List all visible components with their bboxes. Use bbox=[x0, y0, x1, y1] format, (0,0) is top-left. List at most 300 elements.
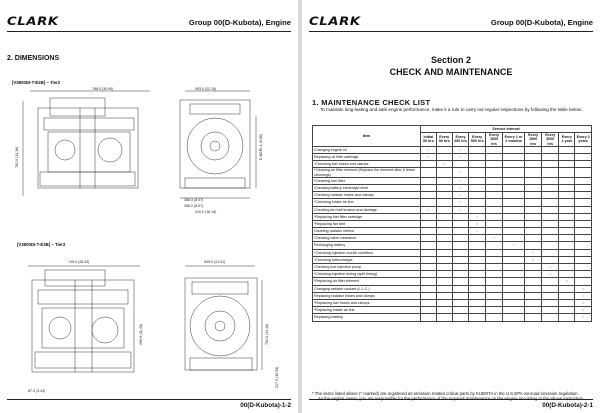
interval-cell bbox=[436, 228, 452, 235]
interval-cell: ○ bbox=[452, 146, 469, 153]
interval-cell bbox=[421, 213, 437, 220]
interval-cell bbox=[485, 249, 502, 256]
interval-cell bbox=[525, 242, 542, 249]
interval-cell bbox=[452, 285, 469, 292]
interval-cell bbox=[503, 177, 525, 184]
table-row bbox=[313, 206, 592, 213]
subsection-title: 1. MAINTENANCE CHECK LIST bbox=[312, 98, 431, 107]
table-row bbox=[313, 184, 592, 191]
interval-cell: ○ bbox=[485, 235, 502, 242]
table-row bbox=[313, 285, 592, 292]
interval-cell: ○ bbox=[575, 314, 592, 321]
diagram-caption-tier2: [V3800DI-T-E2B] – Tier2 bbox=[12, 80, 61, 85]
interval-cell bbox=[503, 199, 525, 206]
interval-cell: ○ bbox=[452, 177, 469, 184]
interval-header: Initial 50 hrs bbox=[421, 133, 437, 147]
interval-cell: ○ bbox=[452, 192, 469, 199]
interval-cell bbox=[503, 249, 525, 256]
interval-header: Every 1500 hrs bbox=[525, 133, 542, 147]
interval-cell bbox=[421, 285, 437, 292]
service-interval-header: Service Interval bbox=[421, 126, 592, 133]
dim-label: 356.0 (8.07) bbox=[184, 198, 204, 202]
interval-cell bbox=[485, 220, 502, 227]
table-row bbox=[313, 271, 592, 278]
interval-cell bbox=[525, 220, 542, 227]
table-row bbox=[313, 213, 592, 220]
interval-cell bbox=[525, 213, 542, 220]
interval-cell bbox=[469, 235, 486, 242]
note-owner: As the engine owner, you are responsible for the performance of the required maintenance on the engine according to the above instruction. bbox=[318, 396, 585, 402]
maintenance-table bbox=[312, 125, 592, 322]
interval-cell bbox=[559, 161, 575, 168]
interval-header: Every 50 hrs bbox=[436, 133, 452, 147]
table-row bbox=[313, 177, 592, 184]
interval-cell bbox=[575, 213, 592, 220]
interval-cell: ○ bbox=[542, 264, 559, 271]
interval-cell bbox=[525, 206, 542, 213]
interval-cell bbox=[542, 168, 559, 177]
interval-cell bbox=[469, 199, 486, 206]
interval-cell bbox=[421, 228, 437, 235]
dim-label: 217.0 (15.59) bbox=[275, 366, 279, 388]
interval-cell bbox=[542, 199, 559, 206]
interval-cell bbox=[559, 146, 575, 153]
dim-label: 549.0 (21.61) bbox=[204, 260, 226, 264]
interval-cell bbox=[559, 177, 575, 184]
interval-cell: ○ bbox=[452, 153, 469, 160]
interval-cell bbox=[485, 299, 502, 306]
interval-cell bbox=[469, 177, 486, 184]
interval-cell: ○ bbox=[575, 292, 592, 299]
table-row bbox=[313, 220, 592, 227]
interval-cell bbox=[469, 249, 486, 256]
interval-cell bbox=[485, 278, 502, 285]
row-item: Replacing radiator hoses and clamps bbox=[313, 292, 421, 299]
interval-cell bbox=[503, 168, 525, 177]
interval-cell bbox=[503, 192, 525, 199]
interval-cell bbox=[503, 299, 525, 306]
interval-cell bbox=[542, 153, 559, 160]
interval-cell bbox=[421, 278, 437, 285]
interval-cell bbox=[575, 228, 592, 235]
dim-label: D-NERI-1 (6.85) bbox=[259, 134, 263, 160]
interval-cell bbox=[575, 249, 592, 256]
interval-cell bbox=[436, 206, 452, 213]
interval-cell bbox=[469, 184, 486, 191]
interval-cell bbox=[436, 256, 452, 263]
interval-cell bbox=[469, 271, 486, 278]
dim-label: 410.0 (16.14) bbox=[195, 210, 217, 214]
interval-cell bbox=[421, 161, 437, 168]
interval-cell bbox=[436, 168, 452, 177]
interval-cell bbox=[575, 146, 592, 153]
interval-cell bbox=[421, 235, 437, 242]
interval-cell bbox=[525, 285, 542, 292]
interval-cell bbox=[503, 184, 525, 191]
interval-cell: ○ bbox=[575, 307, 592, 314]
interval-cell bbox=[525, 307, 542, 314]
interval-cell bbox=[525, 271, 542, 278]
clark-logo: CLARK bbox=[309, 14, 361, 28]
interval-cell bbox=[485, 264, 502, 271]
table-row bbox=[313, 192, 592, 199]
interval-cell bbox=[436, 264, 452, 271]
table-row bbox=[313, 235, 592, 242]
interval-cell bbox=[485, 256, 502, 263]
interval-cell: ○ bbox=[452, 168, 469, 177]
interval-cell bbox=[542, 256, 559, 263]
interval-cell: ○ bbox=[525, 256, 542, 263]
interval-cell bbox=[503, 235, 525, 242]
interval-cell bbox=[469, 242, 486, 249]
dim-label: 761.0 (31.16) bbox=[15, 146, 19, 168]
interval-cell bbox=[436, 285, 452, 292]
interval-cell bbox=[542, 213, 559, 220]
row-item: Checking battery electrolyte level bbox=[313, 184, 421, 191]
interval-cell: ○ bbox=[421, 146, 437, 153]
row-item: *Checking injection timing (spill timing) bbox=[313, 271, 421, 278]
interval-cell bbox=[452, 161, 469, 168]
interval-cell bbox=[525, 235, 542, 242]
interval-cell: ○ bbox=[575, 299, 592, 306]
interval-cell bbox=[575, 235, 592, 242]
interval-cell bbox=[485, 168, 502, 177]
interval-cell bbox=[469, 314, 486, 321]
table-row bbox=[313, 168, 592, 177]
row-item: Cleaning radiator interior bbox=[313, 228, 421, 235]
interval-cell: ○ bbox=[503, 242, 525, 249]
interval-cell bbox=[559, 184, 575, 191]
table-row bbox=[313, 307, 592, 314]
interval-cell bbox=[421, 299, 437, 306]
interval-cell bbox=[525, 228, 542, 235]
interval-cell bbox=[503, 278, 525, 285]
table-row bbox=[313, 314, 592, 321]
row-item: Checking fan belt tension and damage bbox=[313, 206, 421, 213]
table-row bbox=[313, 299, 592, 306]
interval-cell bbox=[542, 192, 559, 199]
interval-cell bbox=[469, 192, 486, 199]
interval-cell bbox=[575, 192, 592, 199]
row-item: Checking valve clearance bbox=[313, 235, 421, 242]
interval-cell bbox=[436, 153, 452, 160]
interval-cell: ○ bbox=[421, 153, 437, 160]
row-item: Changing radiator coolant (L.L.C.) bbox=[313, 285, 421, 292]
interval-cell bbox=[503, 314, 525, 321]
dim-label: 87.0 (3.43) bbox=[28, 389, 46, 393]
interval-cell bbox=[542, 314, 559, 321]
row-item: Recharging battery bbox=[313, 242, 421, 249]
interval-cell bbox=[542, 299, 559, 306]
interval-cell bbox=[469, 307, 486, 314]
interval-cell bbox=[542, 220, 559, 227]
interval-cell bbox=[421, 271, 437, 278]
interval-cell bbox=[525, 177, 542, 184]
interval-cell bbox=[542, 161, 559, 168]
interval-cell bbox=[525, 264, 542, 271]
interval-cell bbox=[503, 292, 525, 299]
interval-cell bbox=[469, 153, 486, 160]
interval-cell: ○ bbox=[469, 228, 486, 235]
interval-cell bbox=[559, 168, 575, 177]
intro-paragraph: To maintain long-lasting and safe engine performance, make it a rule to carry out regular inspections by following the table below. bbox=[320, 107, 582, 112]
interval-cell bbox=[421, 264, 437, 271]
interval-cell bbox=[559, 206, 575, 213]
interval-cell bbox=[559, 213, 575, 220]
interval-header: Every 3000 hrs bbox=[542, 133, 559, 147]
interval-cell bbox=[575, 278, 592, 285]
row-item: *Checking turbocharger bbox=[313, 256, 421, 263]
interval-cell bbox=[542, 307, 559, 314]
interval-cell bbox=[469, 285, 486, 292]
table-row bbox=[313, 256, 592, 263]
row-item: *Replacing fuel hoses and clamps bbox=[313, 299, 421, 306]
interval-cell bbox=[503, 213, 525, 220]
interval-cell bbox=[559, 199, 575, 206]
row-item: *Replacing intake air line bbox=[313, 307, 421, 314]
interval-cell bbox=[436, 292, 452, 299]
interval-cell bbox=[452, 307, 469, 314]
interval-cell bbox=[485, 271, 502, 278]
interval-cell: ○ bbox=[452, 206, 469, 213]
interval-cell bbox=[485, 292, 502, 299]
interval-cell bbox=[421, 242, 437, 249]
interval-cell bbox=[485, 177, 502, 184]
interval-header: Every 1000 hrs bbox=[485, 133, 502, 147]
interval-cell bbox=[485, 206, 502, 213]
interval-cell bbox=[485, 161, 502, 168]
dim-label: 295.0 (11.45) bbox=[139, 323, 143, 345]
row-item: Replacing battery bbox=[313, 314, 421, 321]
interval-cell bbox=[485, 184, 502, 191]
interval-cell bbox=[452, 228, 469, 235]
interval-cell bbox=[485, 153, 502, 160]
interval-cell bbox=[525, 168, 542, 177]
interval-header: Every 2 years bbox=[575, 133, 592, 147]
interval-cell bbox=[575, 220, 592, 227]
interval-cell bbox=[559, 249, 575, 256]
interval-cell bbox=[525, 161, 542, 168]
interval-cell bbox=[559, 307, 575, 314]
page-number: 00(D-Kubota)-2-1 bbox=[542, 402, 593, 409]
interval-cell bbox=[559, 256, 575, 263]
interval-cell bbox=[525, 146, 542, 153]
interval-cell bbox=[452, 278, 469, 285]
interval-cell bbox=[485, 242, 502, 249]
dim-label: 784.0 (31.46) bbox=[265, 323, 269, 345]
interval-cell bbox=[503, 206, 525, 213]
table-row bbox=[313, 292, 592, 299]
group-title: Group 00(D-Kubota), Engine bbox=[188, 18, 291, 27]
interval-cell bbox=[559, 285, 575, 292]
page-number: 00(D-Kubota)-1-2 bbox=[240, 402, 291, 409]
interval-cell bbox=[421, 314, 437, 321]
interval-cell bbox=[503, 228, 525, 235]
interval-cell bbox=[452, 264, 469, 271]
interval-cell bbox=[436, 271, 452, 278]
interval-cell bbox=[559, 264, 575, 271]
group-title: Group 00(D-Kubota), Engine bbox=[490, 18, 593, 27]
table-row bbox=[313, 199, 592, 206]
interval-cell bbox=[436, 299, 452, 306]
interval-cell bbox=[575, 206, 592, 213]
interval-cell bbox=[421, 307, 437, 314]
interval-cell bbox=[421, 249, 437, 256]
interval-cell bbox=[503, 307, 525, 314]
row-item: *Replacing fan belt bbox=[313, 220, 421, 227]
interval-cell bbox=[575, 256, 592, 263]
interval-cell bbox=[421, 184, 437, 191]
interval-cell: ○ bbox=[525, 249, 542, 256]
interval-cell bbox=[559, 314, 575, 321]
interval-cell bbox=[452, 249, 469, 256]
table-row bbox=[313, 228, 592, 235]
interval-cell bbox=[503, 220, 525, 227]
interval-cell bbox=[559, 271, 575, 278]
interval-cell bbox=[575, 153, 592, 160]
interval-cell bbox=[452, 299, 469, 306]
interval-cell bbox=[559, 299, 575, 306]
interval-cell bbox=[452, 220, 469, 227]
interval-cell bbox=[469, 292, 486, 299]
section-title: CHECK AND MAINTENANCE bbox=[389, 67, 513, 77]
table-row bbox=[313, 249, 592, 256]
interval-cell bbox=[575, 168, 592, 177]
row-item: *Checking fuel hoses and clamps bbox=[313, 161, 421, 168]
row-item: *Cleaning fuel filter bbox=[313, 177, 421, 184]
interval-cell bbox=[575, 242, 592, 249]
interval-cell bbox=[485, 307, 502, 314]
interval-cell: ○ bbox=[452, 199, 469, 206]
interval-cell bbox=[452, 314, 469, 321]
interval-cell bbox=[436, 314, 452, 321]
section-title: 2. DIMENSIONS bbox=[7, 55, 60, 62]
row-item: Checking radiator hoses and clamps bbox=[313, 192, 421, 199]
interval-cell: ○ bbox=[469, 220, 486, 227]
interval-header: Every 500 hrs bbox=[469, 133, 486, 147]
interval-cell bbox=[503, 146, 525, 153]
interval-cell bbox=[559, 153, 575, 160]
interval-cell bbox=[469, 168, 486, 177]
interval-cell: ○ bbox=[421, 206, 437, 213]
page-footer bbox=[7, 399, 291, 409]
interval-cell bbox=[452, 242, 469, 249]
interval-cell bbox=[452, 271, 469, 278]
interval-cell bbox=[542, 184, 559, 191]
interval-cell bbox=[469, 146, 486, 153]
row-item: *Checking injection nozzle condition bbox=[313, 249, 421, 256]
table-row bbox=[313, 161, 592, 168]
interval-cell bbox=[559, 228, 575, 235]
dim-label: 356.0 (8.07) bbox=[184, 204, 204, 208]
interval-cell bbox=[436, 235, 452, 242]
interval-cell: ○ bbox=[559, 278, 575, 285]
interval-cell bbox=[542, 249, 559, 256]
interval-cell bbox=[525, 184, 542, 191]
dimension-labels-tier3 bbox=[0, 0, 298, 413]
table-row bbox=[313, 278, 592, 285]
interval-cell bbox=[436, 242, 452, 249]
interval-cell bbox=[469, 278, 486, 285]
dim-label: 593.0 (22.15) bbox=[195, 87, 217, 91]
interval-cell bbox=[436, 184, 452, 191]
interval-cell bbox=[436, 177, 452, 184]
interval-cell bbox=[485, 199, 502, 206]
interval-cell bbox=[469, 299, 486, 306]
diagram-caption-tier3: [V3800DI-T-E3B] – Tier3 bbox=[17, 242, 66, 247]
interval-cell bbox=[452, 213, 469, 220]
interval-cell bbox=[575, 177, 592, 184]
interval-cell bbox=[421, 177, 437, 184]
interval-cell bbox=[542, 228, 559, 235]
interval-cell bbox=[436, 307, 452, 314]
interval-cell bbox=[525, 199, 542, 206]
interval-cell bbox=[542, 235, 559, 242]
table-row bbox=[313, 242, 592, 249]
interval-cell bbox=[436, 213, 452, 220]
interval-cell bbox=[559, 292, 575, 299]
interval-cell bbox=[559, 192, 575, 199]
interval-cell bbox=[542, 292, 559, 299]
row-item: Replacing oil filter cartridge bbox=[313, 153, 421, 160]
clark-logo: CLARK bbox=[7, 14, 59, 28]
row-item: *Checking intake air line bbox=[313, 199, 421, 206]
interval-header: Every 1 year bbox=[559, 133, 575, 147]
row-item: *Cleaning air filter element (Replace the element after 6 times cleanings) bbox=[313, 168, 421, 177]
interval-cell bbox=[452, 235, 469, 242]
interval-cell bbox=[575, 199, 592, 206]
interval-cell bbox=[503, 161, 525, 168]
interval-cell bbox=[485, 213, 502, 220]
interval-cell bbox=[525, 299, 542, 306]
interval-cell bbox=[525, 314, 542, 321]
interval-cell bbox=[559, 220, 575, 227]
interval-cell bbox=[503, 256, 525, 263]
interval-cell bbox=[559, 242, 575, 249]
interval-cell bbox=[525, 153, 542, 160]
interval-header: Every 1 or 2 months bbox=[503, 133, 525, 147]
row-item: Checking fuel injection pump bbox=[313, 264, 421, 271]
interval-cell bbox=[485, 228, 502, 235]
interval-cell bbox=[575, 184, 592, 191]
section-number: Section 2 bbox=[430, 55, 471, 65]
interval-cell bbox=[421, 168, 437, 177]
interval-cell bbox=[452, 292, 469, 299]
interval-cell bbox=[575, 271, 592, 278]
interval-cell bbox=[436, 220, 452, 227]
interval-cell bbox=[542, 146, 559, 153]
interval-cell bbox=[575, 161, 592, 168]
dim-label: 745.0 (28.33) bbox=[68, 260, 90, 264]
interval-cell: ○ bbox=[436, 161, 452, 168]
interval-cell bbox=[503, 271, 525, 278]
interval-cell bbox=[503, 264, 525, 271]
interval-cell bbox=[485, 285, 502, 292]
row-item: Changing engine oil bbox=[313, 146, 421, 153]
interval-cell bbox=[542, 285, 559, 292]
interval-cell bbox=[436, 278, 452, 285]
interval-cell bbox=[525, 292, 542, 299]
interval-cell bbox=[421, 199, 437, 206]
interval-cell bbox=[421, 292, 437, 299]
interval-cell: ○ bbox=[469, 213, 486, 220]
interval-cell: ○ bbox=[542, 271, 559, 278]
table-row bbox=[313, 264, 592, 271]
interval-cell bbox=[559, 235, 575, 242]
interval-cell bbox=[525, 278, 542, 285]
interval-cell bbox=[469, 161, 486, 168]
table-row bbox=[313, 146, 592, 153]
